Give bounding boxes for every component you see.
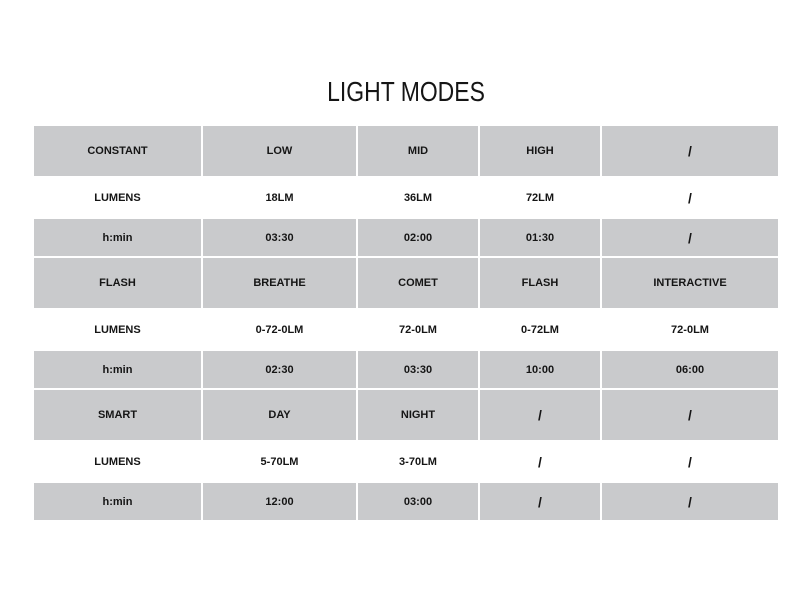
table-cell: MID: [357, 125, 479, 177]
table-cell: 03:30: [357, 350, 479, 389]
table-cell: LUMENS: [33, 309, 202, 350]
table-row-constant-lumens: [33, 177, 779, 218]
table-cell: /: [601, 218, 779, 257]
table-cell: h:min: [33, 482, 202, 521]
table-cell: FLASH: [479, 257, 601, 309]
table-row-constant-runtime: [33, 218, 779, 257]
table-cell: COMET: [357, 257, 479, 309]
table-cell: 06:00: [601, 350, 779, 389]
table-cell: h:min: [33, 218, 202, 257]
table-cell: CONSTANT: [33, 125, 202, 177]
table-cell: 0-72-0LM: [202, 309, 357, 350]
table-cell: /: [601, 125, 779, 177]
table-row-flash-modes: [33, 257, 779, 309]
table-cell: 12:00: [202, 482, 357, 521]
table-cell: 03:30: [202, 218, 357, 257]
table-cell: h:min: [33, 350, 202, 389]
table-cell: /: [479, 389, 601, 441]
table-cell: HIGH: [479, 125, 601, 177]
table-cell: 01:30: [479, 218, 601, 257]
table-cell: LOW: [202, 125, 357, 177]
table-cell: 72LM: [479, 177, 601, 218]
table-row-smart-modes: [33, 389, 779, 441]
table-cell: 03:00: [357, 482, 479, 521]
table-row-smart-runtime: [33, 482, 779, 521]
table-cell: 5-70LM: [202, 441, 357, 482]
table-cell: /: [601, 389, 779, 441]
table-cell: /: [601, 177, 779, 218]
table-cell: 0-72LM: [479, 309, 601, 350]
table-cell: /: [479, 441, 601, 482]
table-cell: BREATHE: [202, 257, 357, 309]
table-cell: INTERACTIVE: [601, 257, 779, 309]
table-cell: 02:00: [357, 218, 479, 257]
light-modes-table: [32, 124, 780, 522]
table-row-flash-runtime: [33, 350, 779, 389]
table-cell: 36LM: [357, 177, 479, 218]
table-cell: /: [601, 441, 779, 482]
table-cell: LUMENS: [33, 441, 202, 482]
table-row-flash-lumens: [33, 309, 779, 350]
table-cell: /: [601, 482, 779, 521]
table-cell: 02:30: [202, 350, 357, 389]
table-cell: LUMENS: [33, 177, 202, 218]
page-title: LIGHT MODES: [327, 76, 485, 107]
table-cell: 3-70LM: [357, 441, 479, 482]
table-cell: SMART: [33, 389, 202, 441]
table-cell: FLASH: [33, 257, 202, 309]
table-cell: NIGHT: [357, 389, 479, 441]
table-row-constant-modes: [33, 125, 779, 177]
table-row-smart-lumens: [33, 441, 779, 482]
table-cell: /: [479, 482, 601, 521]
table-cell: 72-0LM: [601, 309, 779, 350]
table-cell: 18LM: [202, 177, 357, 218]
table-cell: 72-0LM: [357, 309, 479, 350]
table-cell: DAY: [202, 389, 357, 441]
table-cell: 10:00: [479, 350, 601, 389]
